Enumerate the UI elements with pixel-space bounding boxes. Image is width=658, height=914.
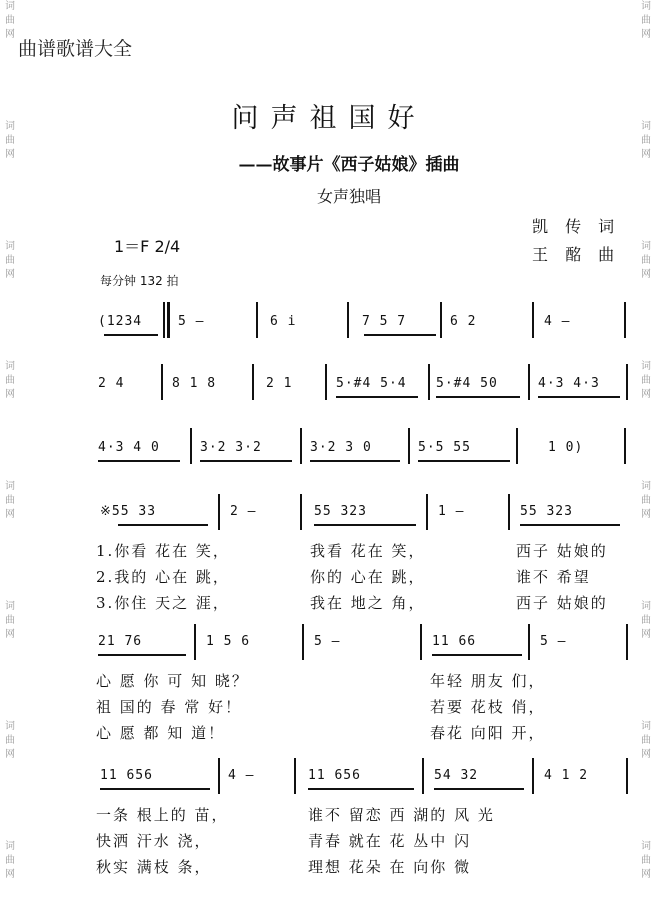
barline <box>428 364 430 400</box>
barline <box>302 624 304 660</box>
beam-line <box>418 460 510 462</box>
beam-line <box>520 524 620 526</box>
beam-line <box>98 654 186 656</box>
score-segment: 55 323 <box>520 504 573 519</box>
score-segment: 5·5 55 <box>418 440 471 455</box>
barline <box>408 428 410 464</box>
score-segment: 4 1 2 <box>544 768 589 783</box>
barline <box>516 428 518 464</box>
song-title: 问声祖国好 <box>231 103 427 134</box>
lyric-verse-2: 你的 心在 跳， <box>310 568 426 586</box>
barline <box>190 428 192 464</box>
watermark-left: 词曲网 <box>5 121 15 160</box>
key-signature: 1＝F 2/4 <box>114 237 181 256</box>
score-segment: 8 1 8 <box>172 376 217 391</box>
score-segment: 6 2 <box>450 314 477 329</box>
lyric-verse-3: 心 愿 都 知 道！ <box>96 724 226 742</box>
barline <box>294 758 296 794</box>
lyric-verse-1: 1.你看 花在 笑， <box>96 542 230 560</box>
barline <box>426 494 428 530</box>
lyric-verse-2: 若要 花枝 俏， <box>430 698 546 716</box>
watermark-right: 词曲网 <box>641 121 651 160</box>
score-segment: 2 4 <box>98 376 125 391</box>
lyric-verse-3: 我在 地之 角， <box>310 594 426 612</box>
barline <box>218 758 220 794</box>
score-segment: 4 — <box>228 768 255 783</box>
repeat-barline <box>167 302 170 338</box>
score-segment: (1234 <box>98 314 143 329</box>
watermark-right: 词曲网 <box>641 721 651 760</box>
watermark-right: 词曲网 <box>641 1 651 40</box>
barline <box>626 758 628 794</box>
barline <box>532 302 534 338</box>
score-segment: 6 i <box>270 314 297 329</box>
score-segment: 1 0) <box>548 440 584 455</box>
watermark-right: 词曲网 <box>641 601 651 640</box>
barline <box>218 494 220 530</box>
score-segment: 11 656 <box>308 768 361 783</box>
watermark-left: 词曲网 <box>5 1 15 40</box>
score-segment: 1 — <box>438 504 465 519</box>
barline <box>528 624 530 660</box>
barline <box>626 364 628 400</box>
score-row-3 <box>0 426 658 474</box>
lyric-verse-1: 一条 根上的 苗， <box>96 806 229 824</box>
song-subtitle: ——故事片《西子姑娘》插曲 <box>238 155 460 175</box>
watermark-right: 词曲网 <box>641 841 651 880</box>
score-segment: ※55 33 <box>100 504 157 519</box>
lyric-verse-3: 3.你住 天之 涯， <box>96 594 230 612</box>
beam-line <box>310 460 400 462</box>
barline <box>532 758 534 794</box>
score-segment: 1 5 6 <box>206 634 251 649</box>
barline <box>347 302 349 338</box>
lyric-verse-3: 理想 花朵 在 向你 微 <box>308 858 472 876</box>
beam-line <box>364 334 436 336</box>
voice-type: 女声独唱 <box>316 187 381 206</box>
score-segment: 4 — <box>544 314 571 329</box>
barline <box>420 624 422 660</box>
score-segment: 3·2 3·2 <box>200 440 262 455</box>
barline <box>161 364 163 400</box>
beam-line <box>436 396 520 398</box>
beam-line <box>314 524 416 526</box>
score-segment: 55 323 <box>314 504 367 519</box>
barline <box>422 758 424 794</box>
barline <box>325 364 327 400</box>
lyric-verse-2: 谁不 希望 <box>516 568 591 586</box>
score-segment: 7 5 7 <box>362 314 407 329</box>
barline <box>194 624 196 660</box>
barline <box>256 302 258 338</box>
beam-line <box>200 460 292 462</box>
beam-line <box>104 334 158 336</box>
score-segment: 54 32 <box>434 768 479 783</box>
lyric-verse-1: 西子 姑娘的 <box>516 542 608 560</box>
beam-line <box>336 396 418 398</box>
beam-line <box>538 396 620 398</box>
score-segment: 3·2 3 0 <box>310 440 372 455</box>
score-segment: 5 — <box>178 314 205 329</box>
repeat-barline <box>163 302 165 338</box>
score-row-6 <box>0 758 658 798</box>
watermark-left: 词曲网 <box>5 361 15 400</box>
watermark-right: 词曲网 <box>641 361 651 400</box>
score-segment: 4·3 4·3 <box>538 376 600 391</box>
lyric-verse-3: 春花 向阳 开， <box>430 724 546 742</box>
watermark-right: 词曲网 <box>641 241 651 280</box>
watermark-right: 词曲网 <box>641 481 651 520</box>
watermark-left: 词曲网 <box>5 721 15 760</box>
barline <box>624 302 626 338</box>
tempo-marking: 每分钟 132 拍 <box>100 274 179 288</box>
lyric-verse-1: 我看 花在 笑， <box>310 542 426 560</box>
beam-line <box>98 460 180 462</box>
score-segment: 5 — <box>540 634 567 649</box>
score-segment: 4·3 4 0 <box>98 440 160 455</box>
watermark-left: 词曲网 <box>5 241 15 280</box>
composer-credit: 王 酩 曲 <box>532 245 621 264</box>
barline <box>528 364 530 400</box>
barline <box>252 364 254 400</box>
barline <box>300 494 302 530</box>
barline <box>626 624 628 660</box>
beam-line <box>100 788 210 790</box>
score-segment: 11 66 <box>432 634 477 649</box>
score-segment: 5·#4 50 <box>436 376 498 391</box>
barline <box>624 428 626 464</box>
score-segment: 2 1 <box>266 376 293 391</box>
score-row-2 <box>0 362 658 410</box>
watermark-left: 词曲网 <box>5 841 15 880</box>
barline <box>508 494 510 530</box>
score-row-5 <box>0 624 658 664</box>
score-segment: 21 76 <box>98 634 143 649</box>
lyric-verse-3: 西子 姑娘的 <box>516 594 608 612</box>
score-segment: 5·#4 5·4 <box>336 376 407 391</box>
score-row-4 <box>0 494 658 534</box>
lyric-verse-2: 2.我的 心在 跳， <box>96 568 230 586</box>
lyric-verse-1: 年轻 朋友 们， <box>430 672 546 690</box>
barline <box>300 428 302 464</box>
lyric-verse-2: 青春 就在 花 丛中 闪 <box>308 832 472 850</box>
score-segment: 2 — <box>230 504 257 519</box>
watermark-left: 词曲网 <box>5 481 15 520</box>
watermark-left: 词曲网 <box>5 601 15 640</box>
beam-line <box>308 788 414 790</box>
barline <box>440 302 442 338</box>
lyric-verse-1: 心 愿 你 可 知 晓？ <box>96 672 249 690</box>
beam-line <box>434 788 524 790</box>
beam-line <box>432 654 522 656</box>
beam-line <box>118 524 208 526</box>
lyric-verse-1: 谁不 留恋 西 湖的 风 光 <box>308 806 495 824</box>
lyric-verse-3: 秋实 满枝 条， <box>96 858 212 876</box>
score-row-1 <box>0 300 658 350</box>
lyricist-credit: 凯 传 词 <box>532 217 621 236</box>
score-segment: 5 — <box>314 634 341 649</box>
score-segment: 11 656 <box>100 768 153 783</box>
site-name: 曲谱歌谱大全 <box>18 38 133 60</box>
lyric-verse-2: 祖 国的 春 常 好！ <box>96 698 243 716</box>
lyric-verse-2: 快洒 汗水 浇， <box>96 832 212 850</box>
